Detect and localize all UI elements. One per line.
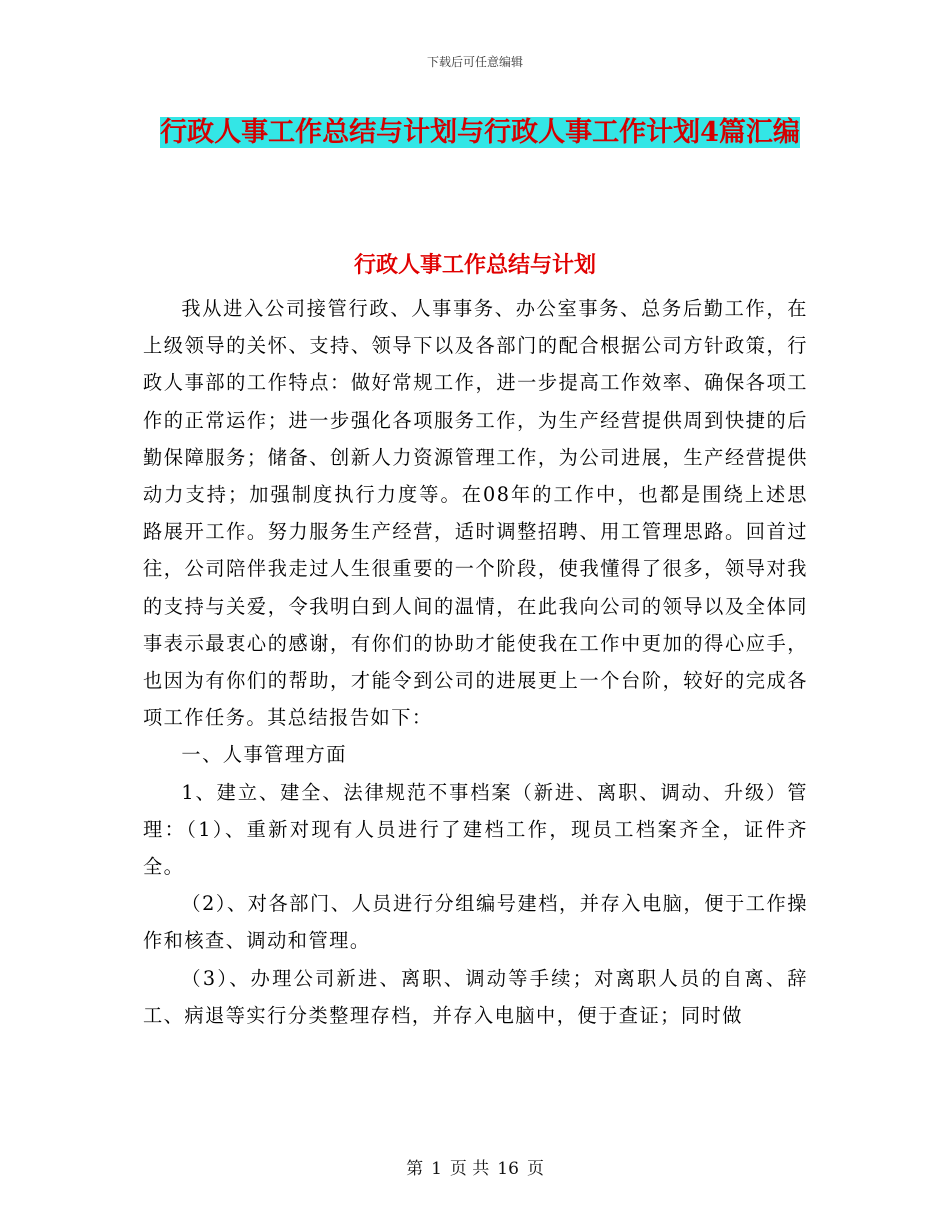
paragraph: （2）、对各部门、人员进行分组编号建档，并存入电脑，便于工作操作和核查、调动和管理。 — [143, 892, 808, 953]
footer-middle: 页 共 — [449, 1159, 490, 1179]
paragraph: 我从进入公司接管行政、人事事务、办公室事务、总务后勤工作，在上级领导的关怀、支持、领导下以及各部门的配合根据公司方针政策，行政人事部的工作特点：做好常规工作，进一步提高工作效率、确保各项工作的正常运作；进一步强化各项服务工作，为生产经营提供周到快捷的后勤保障服务；储备、创新人力资源管理工作，为公司进展，生产经营提供动力支持；加强制度执行力度等。在08年的工作中，也都是围绕上述思路展开工作。努力服务生产经营，适时调整招聘、用工管理思路。回首过往，公司陪伴我走过人生很重要的一个阶段，使我懂得了很多，领导对我的支持与关爱，令我明白到人间的温情，在此我向公司的领导以及全体同事表示最衷心的感谢，有你们的协助才能使我在工作中更加的得心应手，也因为有你们的帮助，才能令到公司的进展更上一个台阶，较好的完成各项工作任务。其总结报告如下： — [143, 297, 808, 730]
paragraph: 1、建立、建全、法律规范不事档案（新进、离职、调动、升级）管理：（1）、重新对现有人员进行了建档工作，现员工档案齐全，证件齐全。 — [143, 780, 808, 879]
total-pages-number: 16 — [497, 1159, 519, 1179]
footer-prefix: 第 — [406, 1159, 424, 1179]
paragraph: 一、人事管理方面 — [181, 743, 347, 767]
document-body — [143, 290, 808, 1034]
page-footer — [0, 1154, 950, 1179]
document-title — [150, 110, 810, 156]
document-title-text: 行政人事工作总结与计划与行政人事工作计划4篇汇编 — [160, 117, 800, 148]
current-page-number: 1 — [431, 1159, 442, 1179]
footer-suffix: 页 — [526, 1159, 544, 1179]
section-title: 行政人事工作总结与计划 — [353, 252, 596, 278]
header-note: 下载后可任意编辑 — [426, 55, 523, 69]
paragraph: （3）、办理公司新进、离职、调动等手续；对离职人员的自离、辞工、病退等实行分类整理存档，并存入电脑中，便于查证；同时做 — [143, 966, 808, 1027]
